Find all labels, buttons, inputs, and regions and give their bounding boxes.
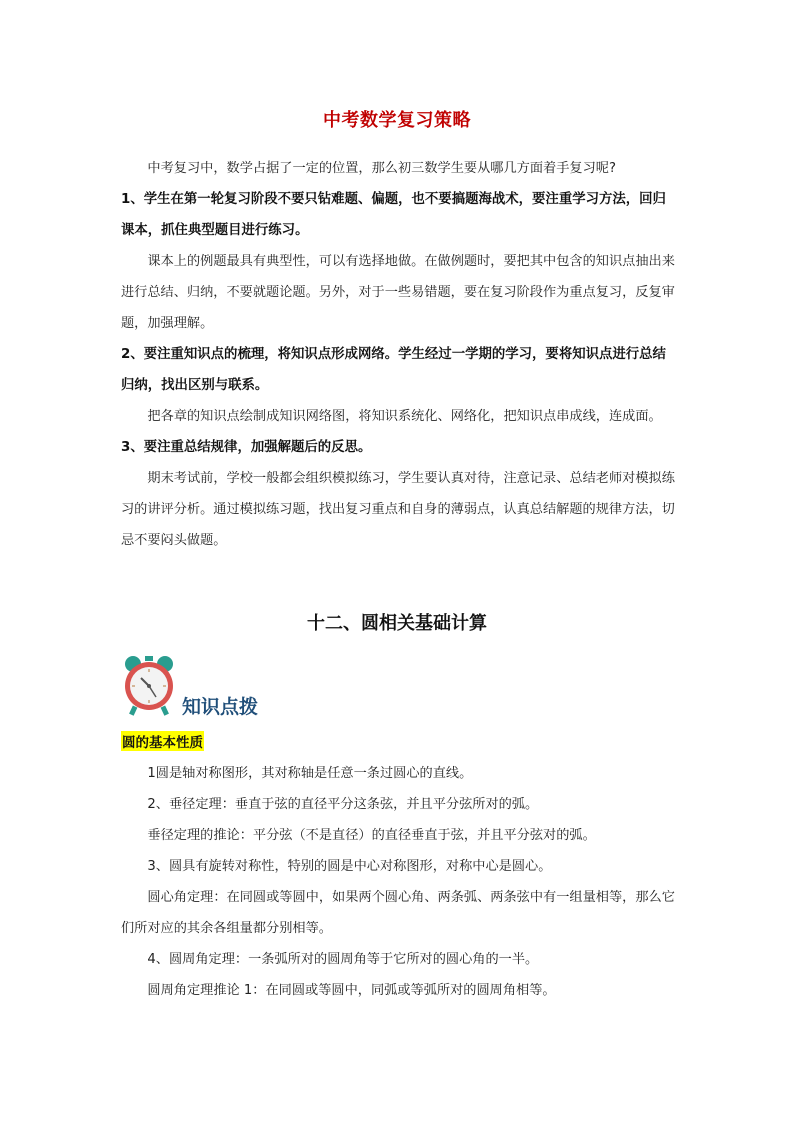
section-title: 十二、圆相关基础计算	[307, 613, 487, 634]
knowledge-item: 3、圆具有旋转对称性，特别的圆是中心对称图形，对称中心是圆心。	[147, 859, 552, 874]
point-1-body: 课本上的例题最具有典型性，可以有选择地做。在做例题时，要把其中包含的知识点抽出来进行总结、归纳，不要就题论题。另外，对于一些易错题，要在复习阶段作为重点复习，反复审题，加强理解。	[121, 254, 675, 331]
point-2-body: 把各章的知识点绘制成知识网络图，将知识系统化、网络化，把知识点串成线，连成面。	[147, 409, 662, 424]
knowledge-item: 圆心角定理：在同圆或等圆中，如果两个圆心角、两条弧、两条弦中有一组量相等，那么它们所对应的其余各组量都分别相等。	[121, 890, 675, 936]
subheading-basic-properties: 圆的基本性质	[121, 731, 204, 751]
knowledge-item: 2、垂径定理：垂直于弦的直径平分这条弦，并且平分弦所对的弧。	[147, 797, 539, 812]
point-2-heading: 2、要注重知识点的梳理，将知识点形成网络。学生经过一学期的学习，要将知识点进行总结归纳，找出区别与联系。	[121, 347, 666, 393]
alarm-clock-icon	[121, 652, 177, 716]
point-3-heading: 3、要注重总结规律，加强解题后的反思。	[121, 440, 372, 455]
point-1-heading: 1、学生在第一轮复习阶段不要只钻难题、偏题，也不要搞题海战术，要注重学习方法，回归课本，抓住典型题目进行练习。	[121, 192, 666, 238]
knowledge-list	[121, 758, 677, 1006]
intro-paragraph: 中考复习中，数学占据了一定的位置，那么初三数学生要从哪几方面着手复习呢?	[147, 161, 616, 176]
strategy-section	[121, 153, 677, 556]
knowledge-item: 4、圆周角定理：一条弧所对的圆周角等于它所对的圆心角的一半。	[147, 952, 539, 967]
point-3-body: 期末考试前，学校一般都会组织模拟练习，学生要认真对待，注意记录、总结老师对模拟练习的讲评分析。通过模拟练习题，找出复习重点和自身的薄弱点，认真总结解题的规律方法，切忌不要闷头做题。	[121, 471, 675, 548]
knowledge-item: 垂径定理的推论：平分弦（不是直径）的直径垂直于弦，并且平分弦对的弧。	[147, 828, 596, 843]
knowledge-item: 1圆是轴对称图形，其对称轴是任意一条过圆心的直线。	[147, 766, 473, 781]
knowledge-item: 圆周角定理推论 1：在同圆或等圆中，同弧或等弧所对的圆周角相等。	[147, 983, 556, 998]
document-title: 中考数学复习策略	[323, 110, 471, 131]
knowledge-label: 知识点拨	[182, 696, 259, 718]
